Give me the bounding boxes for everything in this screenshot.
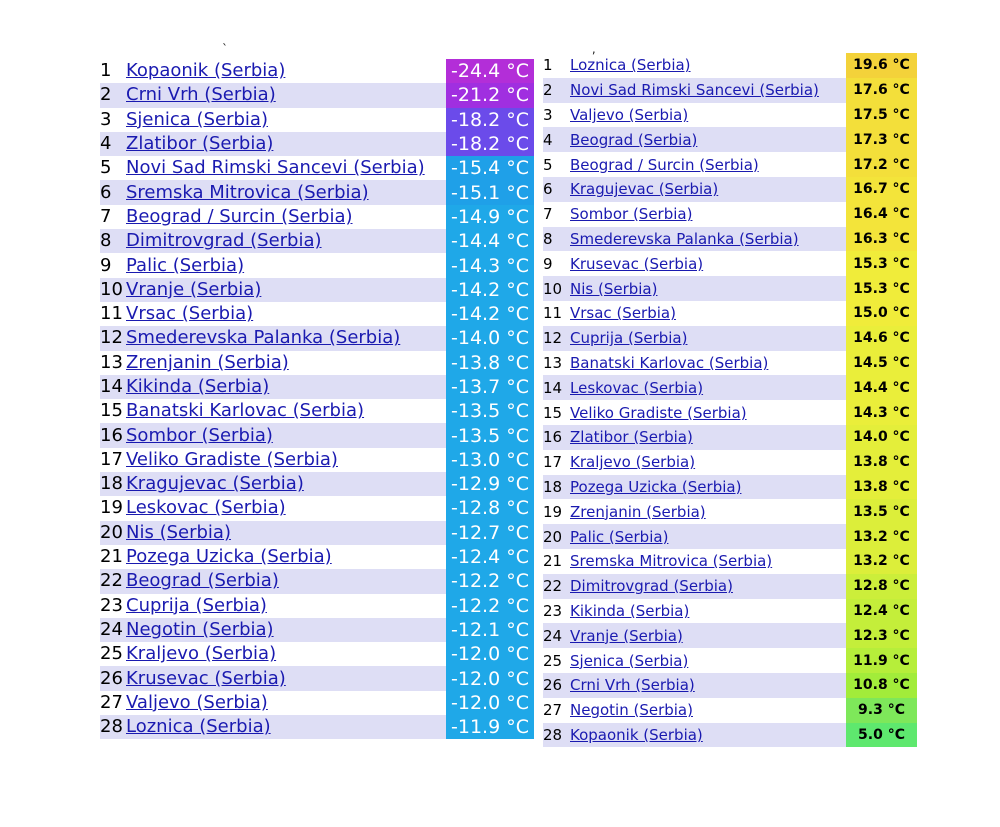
city-link[interactable]: Beograd (Serbia) (570, 130, 698, 149)
city-cell (126, 715, 446, 739)
temperature-value: -18.2 °C (446, 108, 534, 132)
cold-row (100, 521, 534, 545)
city-link[interactable]: Banatski Karlovac (Serbia) (126, 400, 365, 422)
temperature-value: -13.7 °C (446, 375, 534, 399)
cold-row (100, 375, 534, 399)
rank-number: 27 (100, 691, 123, 713)
city-link[interactable]: Valjevo (Serbia) (126, 691, 268, 713)
city-cell (570, 276, 846, 301)
cold-row (100, 326, 534, 350)
city-cell (570, 326, 846, 351)
rank-number: 5 (543, 155, 553, 174)
temperature-value: -11.9 °C (446, 715, 534, 739)
city-link[interactable]: Palic (Serbia) (126, 254, 245, 276)
temperature-value: -12.2 °C (446, 594, 534, 618)
temperature-value: -14.4 °C (446, 229, 534, 253)
rank-number: 2 (543, 78, 570, 103)
temperature-value: -14.0 °C (446, 326, 534, 350)
warm-row (543, 549, 917, 574)
city-cell (126, 618, 446, 642)
rank-number: 17 (100, 448, 123, 470)
city-cell (570, 623, 846, 648)
warm-row (543, 177, 917, 202)
temperature-value: -14.9 °C (446, 205, 534, 229)
city-link[interactable]: Kragujevac (Serbia) (126, 473, 304, 495)
temperature-value: 15.0 °C (846, 301, 917, 326)
city-cell (570, 251, 846, 276)
rank-number: 18 (100, 472, 126, 496)
temperature-value: 17.3 °C (846, 127, 917, 152)
rank-number: 13 (100, 351, 123, 373)
warm-row (543, 351, 917, 376)
temperature-value: -12.8 °C (446, 496, 534, 520)
rank-number: 20 (543, 524, 570, 549)
city-cell (126, 691, 446, 715)
warm-row (543, 698, 917, 723)
rank-number: 8 (100, 229, 126, 253)
city-link[interactable]: Vranje (Serbia) (126, 278, 262, 300)
temperature-value: -12.1 °C (446, 618, 534, 642)
cold-row (100, 180, 534, 204)
rank-number: 23 (543, 601, 563, 620)
temperature-value: -12.0 °C (446, 691, 534, 715)
temperature-value: 12.3 °C (846, 623, 917, 648)
city-cell (126, 59, 446, 83)
warm-row (543, 375, 917, 400)
cold-row (100, 618, 534, 642)
city-link[interactable]: Negotin (Serbia) (126, 618, 274, 640)
city-cell (126, 156, 446, 180)
rank-number: 19 (543, 502, 563, 521)
rank-number: 11 (543, 304, 563, 323)
warm-row (543, 301, 917, 326)
cold-row (100, 59, 534, 83)
rank-number: 6 (100, 180, 126, 204)
city-cell (570, 574, 846, 599)
cold-row (100, 132, 534, 156)
cold-row (100, 229, 534, 253)
city-cell (126, 253, 446, 277)
city-link[interactable]: Leskovac (Serbia) (126, 497, 286, 519)
rank-number: 8 (543, 227, 570, 252)
warm-row (543, 251, 917, 276)
warm-row (543, 425, 917, 450)
cold-row (100, 472, 534, 496)
warm-row (543, 53, 917, 78)
rank-number: 16 (543, 425, 570, 450)
cold-row (100, 83, 534, 107)
rank-number: 26 (100, 666, 126, 690)
city-link[interactable]: Kraljevo (Serbia) (126, 643, 277, 665)
cold-row (100, 302, 534, 326)
city-cell (570, 599, 846, 624)
warm-row (543, 623, 917, 648)
city-cell (126, 302, 446, 326)
city-link[interactable]: Vranje (Serbia) (570, 626, 683, 645)
city-link[interactable]: Crni Vrh (Serbia) (126, 84, 276, 106)
cold-row (100, 205, 534, 229)
warm-row (543, 574, 917, 599)
temperature-value: 17.6 °C (846, 78, 917, 103)
city-link[interactable]: Krusevac (Serbia) (570, 254, 704, 273)
temperature-value: 13.2 °C (846, 524, 917, 549)
city-link[interactable]: Kragujevac (Serbia) (570, 180, 719, 199)
temperature-value: 13.5 °C (846, 499, 917, 524)
temperature-value: 19.6 °C (846, 53, 917, 78)
city-link[interactable]: Kopaonik (Serbia) (570, 725, 703, 744)
city-link[interactable]: Vrsac (Serbia) (126, 303, 254, 325)
city-cell (570, 103, 846, 128)
temperature-value: 15.3 °C (846, 276, 917, 301)
temperature-value: 17.5 °C (846, 103, 917, 128)
city-cell (570, 227, 846, 252)
temperature-value: -12.0 °C (446, 642, 534, 666)
city-cell (126, 448, 446, 472)
rank-number: 20 (100, 521, 126, 545)
rank-number: 4 (543, 127, 570, 152)
city-link[interactable]: Leskovac (Serbia) (570, 378, 704, 397)
cold-row (100, 156, 534, 180)
cold-row (100, 108, 534, 132)
city-link[interactable]: Negotin (Serbia) (570, 701, 693, 720)
rank-number: 3 (543, 105, 553, 124)
rank-number: 15 (543, 403, 563, 422)
temperature-value: 13.2 °C (846, 549, 917, 574)
city-link[interactable]: Zrenjanin (Serbia) (126, 351, 289, 373)
city-cell (570, 673, 846, 698)
rank-number: 11 (100, 303, 123, 325)
city-link[interactable]: Banatski Karlovac (Serbia) (570, 353, 769, 372)
stray-marks: ` , (222, 42, 776, 56)
city-cell (570, 648, 846, 673)
city-link[interactable]: Nis (Serbia) (570, 279, 658, 298)
temperature-value: 14.4 °C (846, 375, 917, 400)
warm-row (543, 475, 917, 500)
city-cell (570, 698, 846, 723)
temperature-value: -12.4 °C (446, 545, 534, 569)
rank-number: 19 (100, 497, 123, 519)
temperature-value: -24.4 °C (446, 59, 534, 83)
city-link[interactable]: Loznica (Serbia) (126, 716, 271, 738)
rank-number: 6 (543, 177, 570, 202)
city-link[interactable]: Beograd / Surcin (Serbia) (570, 155, 759, 174)
city-link[interactable]: Kikinda (Serbia) (126, 376, 270, 397)
city-link[interactable]: Valjevo (Serbia) (570, 105, 689, 124)
warm-row (543, 648, 917, 673)
rank-number: 26 (543, 673, 570, 698)
cold-row (100, 423, 534, 447)
city-cell (126, 521, 446, 545)
city-link[interactable]: Pozega Uzicka (Serbia) (570, 477, 742, 496)
warm-row (543, 450, 917, 475)
temperature-value: 12.4 °C (846, 599, 917, 624)
city-cell (126, 423, 446, 447)
temperature-value: 5.0 °C (846, 723, 917, 748)
cold-row (100, 399, 534, 423)
temperature-value: -13.0 °C (446, 448, 534, 472)
city-cell (570, 524, 846, 549)
warm-row (543, 326, 917, 351)
temperature-value: 16.7 °C (846, 177, 917, 202)
cold-row (100, 351, 534, 375)
city-link[interactable]: Beograd (Serbia) (126, 570, 279, 592)
city-link[interactable]: Sremska Mitrovica (Serbia) (126, 181, 369, 203)
city-cell (570, 351, 846, 376)
city-link[interactable]: Kikinda (Serbia) (570, 601, 690, 620)
city-link[interactable]: Zlatibor (Serbia) (570, 428, 693, 447)
warm-row (543, 276, 917, 301)
city-cell (126, 83, 446, 107)
warm-row (543, 673, 917, 698)
city-cell (570, 375, 846, 400)
rank-number: 28 (100, 715, 126, 739)
temperature-value: 16.3 °C (846, 227, 917, 252)
city-link[interactable]: Zrenjanin (Serbia) (570, 502, 706, 521)
city-link[interactable]: Sombor (Serbia) (570, 205, 693, 224)
temperature-value: 13.8 °C (846, 475, 917, 500)
city-link[interactable]: Cuprija (Serbia) (570, 329, 688, 348)
temperature-value: -12.9 °C (446, 472, 534, 496)
city-link[interactable]: Veliko Gradiste (Serbia) (570, 403, 747, 422)
city-link[interactable]: Palic (Serbia) (570, 527, 669, 546)
city-link[interactable]: Pozega Uzicka (Serbia) (126, 546, 332, 568)
rank-number: 24 (100, 618, 126, 642)
temperature-value: -15.4 °C (446, 156, 534, 180)
city-link[interactable]: Dimitrovgrad (Serbia) (126, 230, 322, 252)
city-cell (126, 351, 446, 375)
city-cell (126, 278, 446, 302)
cold-row (100, 448, 534, 472)
rank-number: 7 (543, 205, 553, 224)
rank-number: 9 (543, 254, 553, 273)
temperature-value: -12.2 °C (446, 569, 534, 593)
city-cell (570, 475, 846, 500)
city-cell (570, 78, 846, 103)
city-link[interactable]: Novi Sad Rimski Sancevi (Serbia) (570, 81, 819, 100)
rank-number: 9 (100, 254, 112, 276)
cold-row (100, 545, 534, 569)
city-link[interactable]: Sjenica (Serbia) (570, 651, 689, 670)
temperature-value: -13.8 °C (446, 351, 534, 375)
warm-row (543, 723, 917, 748)
temperature-value: 14.0 °C (846, 425, 917, 450)
rank-number: 24 (543, 623, 570, 648)
city-cell (570, 53, 846, 78)
city-link[interactable]: Nis (Serbia) (126, 521, 231, 543)
temperature-value: -14.2 °C (446, 278, 534, 302)
warm-row (543, 152, 917, 177)
city-cell (126, 108, 446, 132)
temperature-value: -15.1 °C (446, 180, 534, 204)
cold-row (100, 278, 534, 302)
city-cell (570, 152, 846, 177)
rank-number: 21 (100, 546, 123, 568)
rank-number: 2 (100, 83, 126, 107)
temperature-value: 14.3 °C (846, 400, 917, 425)
city-cell (570, 400, 846, 425)
city-cell (570, 499, 846, 524)
rank-number: 22 (543, 574, 570, 599)
warm-row (543, 202, 917, 227)
city-cell (126, 326, 446, 350)
rank-number: 7 (100, 205, 112, 227)
temperature-value: 11.9 °C (846, 648, 917, 673)
city-cell (570, 301, 846, 326)
city-cell (126, 180, 446, 204)
city-link[interactable]: Cuprija (Serbia) (126, 594, 267, 616)
rank-number: 25 (543, 651, 563, 670)
city-link[interactable]: Crni Vrh (Serbia) (570, 676, 695, 695)
rank-number: 3 (100, 108, 112, 130)
temperature-value: 9.3 °C (846, 698, 917, 723)
temperature-value: -14.3 °C (446, 253, 534, 277)
city-link[interactable]: Kopaonik (Serbia) (126, 60, 286, 82)
warm-row (543, 499, 917, 524)
temperature-value: -13.5 °C (446, 423, 534, 447)
city-cell (570, 450, 846, 475)
rank-number: 16 (100, 423, 126, 447)
rank-number: 4 (100, 132, 126, 156)
cold-row (100, 594, 534, 618)
city-link[interactable]: Sremska Mitrovica (Serbia) (570, 552, 773, 571)
city-cell (126, 642, 446, 666)
rank-number: 5 (100, 157, 112, 179)
city-link[interactable]: Dimitrovgrad (Serbia) (570, 577, 733, 596)
city-cell (126, 496, 446, 520)
warm-row (543, 227, 917, 252)
city-link[interactable]: Novi Sad Rimski Sancevi (Serbia) (126, 157, 425, 179)
cold-row (100, 691, 534, 715)
rank-number: 14 (543, 375, 570, 400)
temperature-value: -12.0 °C (446, 666, 534, 690)
temperature-value: 16.4 °C (846, 202, 917, 227)
rank-number: 23 (100, 594, 123, 616)
cold-row (100, 496, 534, 520)
temperature-value: 13.8 °C (846, 450, 917, 475)
city-cell (126, 594, 446, 618)
rank-number: 10 (100, 278, 126, 302)
temperature-value: 14.6 °C (846, 326, 917, 351)
rank-number: 12 (100, 326, 126, 350)
warm-row (543, 524, 917, 549)
city-link[interactable]: Kraljevo (Serbia) (570, 453, 696, 472)
rank-number: 13 (543, 353, 563, 372)
temperature-value: 17.2 °C (846, 152, 917, 177)
warm-row (543, 400, 917, 425)
city-cell (570, 549, 846, 574)
rank-number: 28 (543, 723, 570, 748)
city-cell (126, 399, 446, 423)
city-link[interactable]: Veliko Gradiste (Serbia) (126, 448, 338, 470)
rank-number: 27 (543, 701, 563, 720)
rank-number: 12 (543, 326, 570, 351)
rank-number: 22 (100, 569, 126, 593)
city-cell (126, 132, 446, 156)
city-link[interactable]: Smederevska Palanka (Serbia) (570, 229, 799, 248)
rank-number: 21 (543, 552, 563, 571)
city-link[interactable]: Sombor (Serbia) (126, 424, 273, 446)
rank-number: 17 (543, 453, 563, 472)
rank-number: 1 (543, 56, 553, 75)
rank-number: 25 (100, 643, 123, 665)
warm-row (543, 103, 917, 128)
city-cell (570, 202, 846, 227)
city-cell (126, 666, 446, 690)
temperature-value: -12.7 °C (446, 521, 534, 545)
city-cell (570, 177, 846, 202)
temperature-value: -21.2 °C (446, 83, 534, 107)
city-cell (126, 545, 446, 569)
cold-row (100, 715, 534, 739)
temperature-value: 14.5 °C (846, 351, 917, 376)
warm-ranking-table (543, 53, 917, 747)
temperature-value: 10.8 °C (846, 673, 917, 698)
city-link[interactable]: Loznica (Serbia) (570, 56, 691, 75)
cold-row (100, 253, 534, 277)
city-link[interactable]: Beograd / Surcin (Serbia) (126, 205, 353, 227)
rank-number: 1 (100, 60, 112, 82)
city-cell (126, 375, 446, 399)
rank-number: 14 (100, 375, 126, 399)
temperature-value: 15.3 °C (846, 251, 917, 276)
cold-row (100, 666, 534, 690)
cold-row (100, 569, 534, 593)
warm-row (543, 127, 917, 152)
city-cell (126, 569, 446, 593)
city-cell (570, 723, 846, 748)
city-link[interactable]: Vrsac (Serbia) (570, 304, 676, 323)
temperature-value: 12.8 °C (846, 574, 917, 599)
city-cell (126, 205, 446, 229)
rank-number: 18 (543, 475, 570, 500)
city-cell (126, 472, 446, 496)
rank-number: 15 (100, 400, 123, 422)
city-cell (126, 229, 446, 253)
warm-row (543, 78, 917, 103)
city-link[interactable]: Smederevska Palanka (Serbia) (126, 327, 401, 349)
temperature-value: -14.2 °C (446, 302, 534, 326)
temperature-value: -18.2 °C (446, 132, 534, 156)
cold-ranking-table (100, 59, 534, 739)
warm-row (543, 599, 917, 624)
city-link[interactable]: Zlatibor (Serbia) (126, 133, 274, 155)
cold-row (100, 642, 534, 666)
city-cell (570, 127, 846, 152)
city-cell (570, 425, 846, 450)
temperature-value: -13.5 °C (446, 399, 534, 423)
rank-number: 10 (543, 276, 570, 301)
city-link[interactable]: Krusevac (Serbia) (126, 667, 286, 689)
city-link[interactable]: Sjenica (Serbia) (126, 108, 268, 130)
